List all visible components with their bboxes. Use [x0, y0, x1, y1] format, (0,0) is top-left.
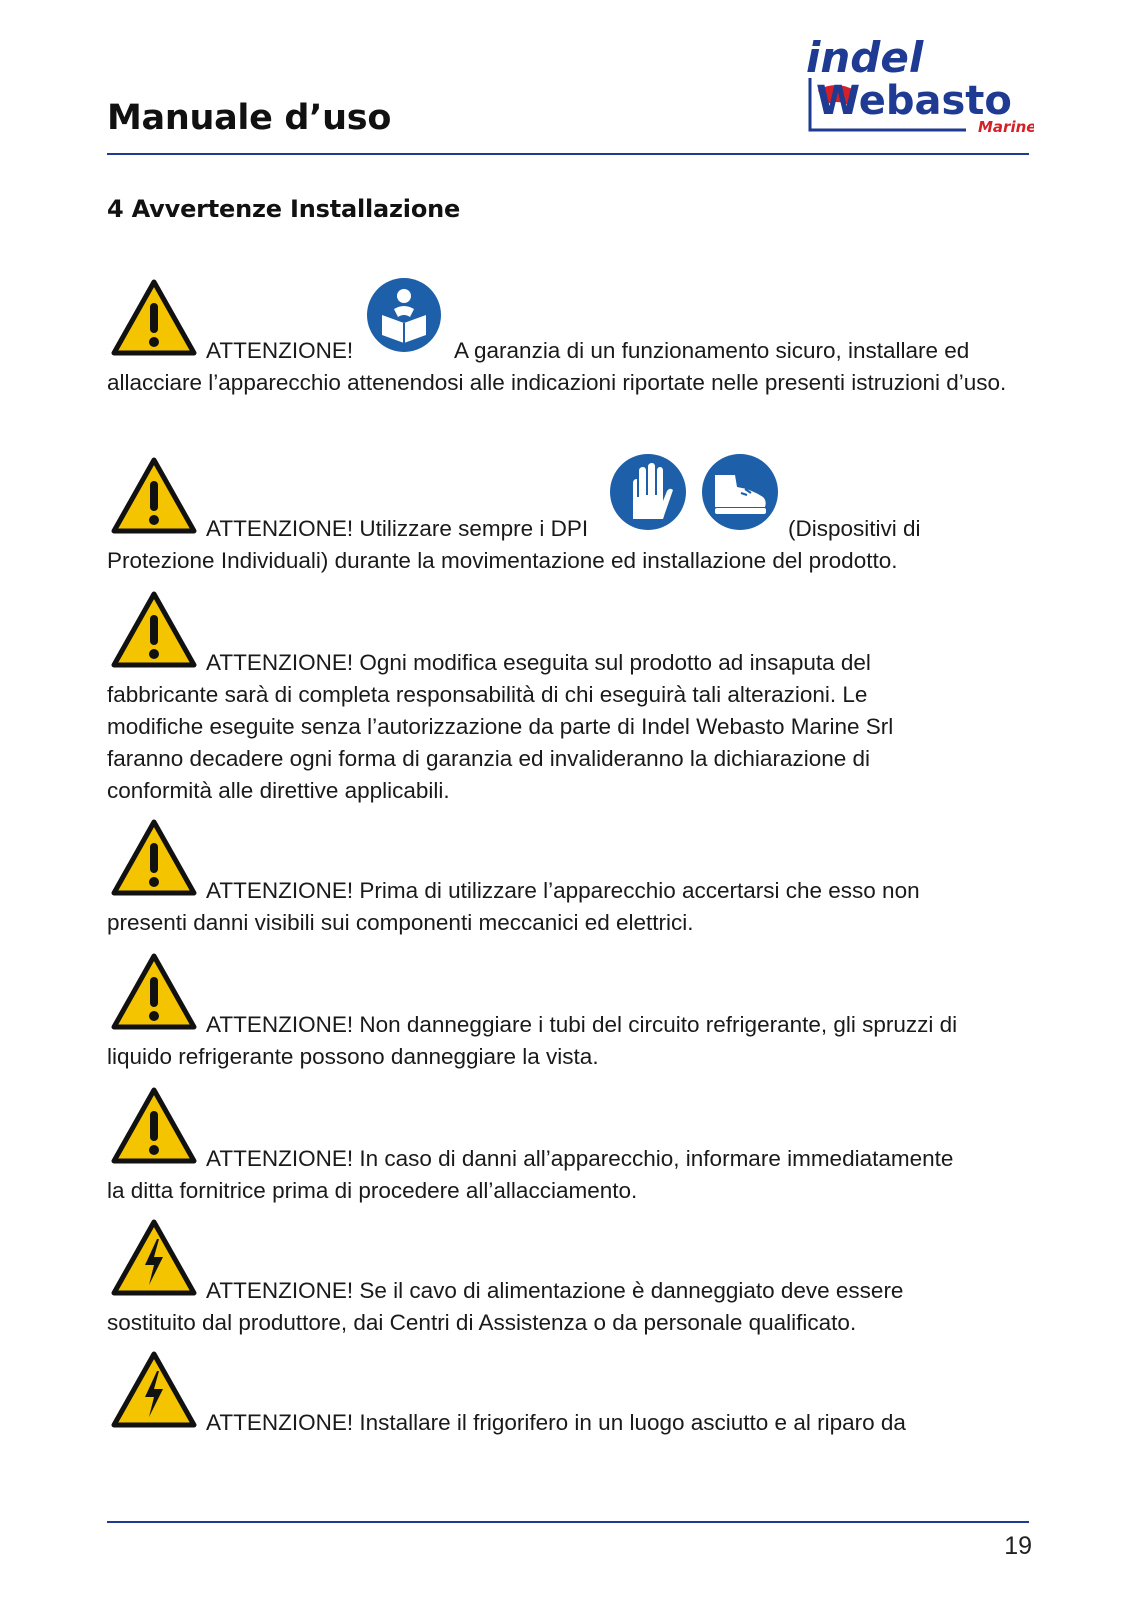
warning-body: allacciare l’apparecchio attenendosi alle indicazioni riportate nelle presenti istruzioni d’uso.	[107, 370, 1007, 395]
warning-lead: ATTENZIONE! Installare il frigorifero in un luogo asciutto e al riparo da	[206, 1410, 906, 1435]
warning-body: fabbricante sarà di completa responsabilità di chi eseguirà tali alterazioni. Le modifiche eseguite senza l’autorizzazione da parte di Indel Webasto Marine Srl faranno decadere ogni forma di garanzia ed invalideranno la dichiarazione di conformità alle direttive applicabili.	[107, 682, 894, 803]
warning-lead: ATTENZIONE!	[206, 338, 354, 363]
warning-body: la ditta fornitrice prima di procedere all’allacciamento.	[107, 1178, 638, 1203]
warning-body: liquido refrigerante possono danneggiare la vista.	[107, 1044, 599, 1069]
warning-lead: ATTENZIONE! Prima di utilizzare l’apparecchio accertarsi che esso non	[206, 878, 920, 903]
warning-lead: ATTENZIONE! Non danneggiare i tubi del circuito refrigerante, gli spruzzi di	[206, 1012, 958, 1037]
page-header-title: Manuale d’uso	[107, 98, 392, 138]
warning-lead: ATTENZIONE! Utilizzare sempre i DPI	[206, 516, 589, 541]
svg-text:Webasto: Webasto	[816, 78, 1012, 124]
warning-lead: ATTENZIONE! In caso di danni all’apparecchio, informare immediatamente	[206, 1146, 954, 1171]
warning-text: (Dispositivi di	[788, 516, 921, 541]
header-divider	[107, 153, 1029, 155]
svg-text:indel: indel	[806, 34, 924, 82]
warning-lead: ATTENZIONE! Ogni modifica eseguita sul prodotto ad insaputa del	[206, 650, 871, 675]
warning-text: A garanzia di un funzionamento sicuro, installare ed	[454, 338, 970, 363]
svg-text:Marine: Marine	[978, 118, 1034, 136]
warning-body: presenti danni visibili sui componenti meccanici ed elettrici.	[107, 910, 694, 935]
warning-body: sostituito dal produttore, dai Centri di Assistenza o da personale qualificato.	[107, 1310, 857, 1335]
warning-lead: ATTENZIONE! Se il cavo di alimentazione è danneggiato deve essere	[206, 1278, 904, 1303]
page-number: 19	[1004, 1532, 1032, 1560]
warning-body: Protezione Individuali) durante la movimentazione ed installazione del prodotto.	[107, 548, 898, 573]
section-title: 4 Avvertenze Installazione	[107, 195, 461, 223]
footer-divider	[107, 1521, 1029, 1523]
indel-webasto-marine-logo	[806, 34, 1034, 139]
